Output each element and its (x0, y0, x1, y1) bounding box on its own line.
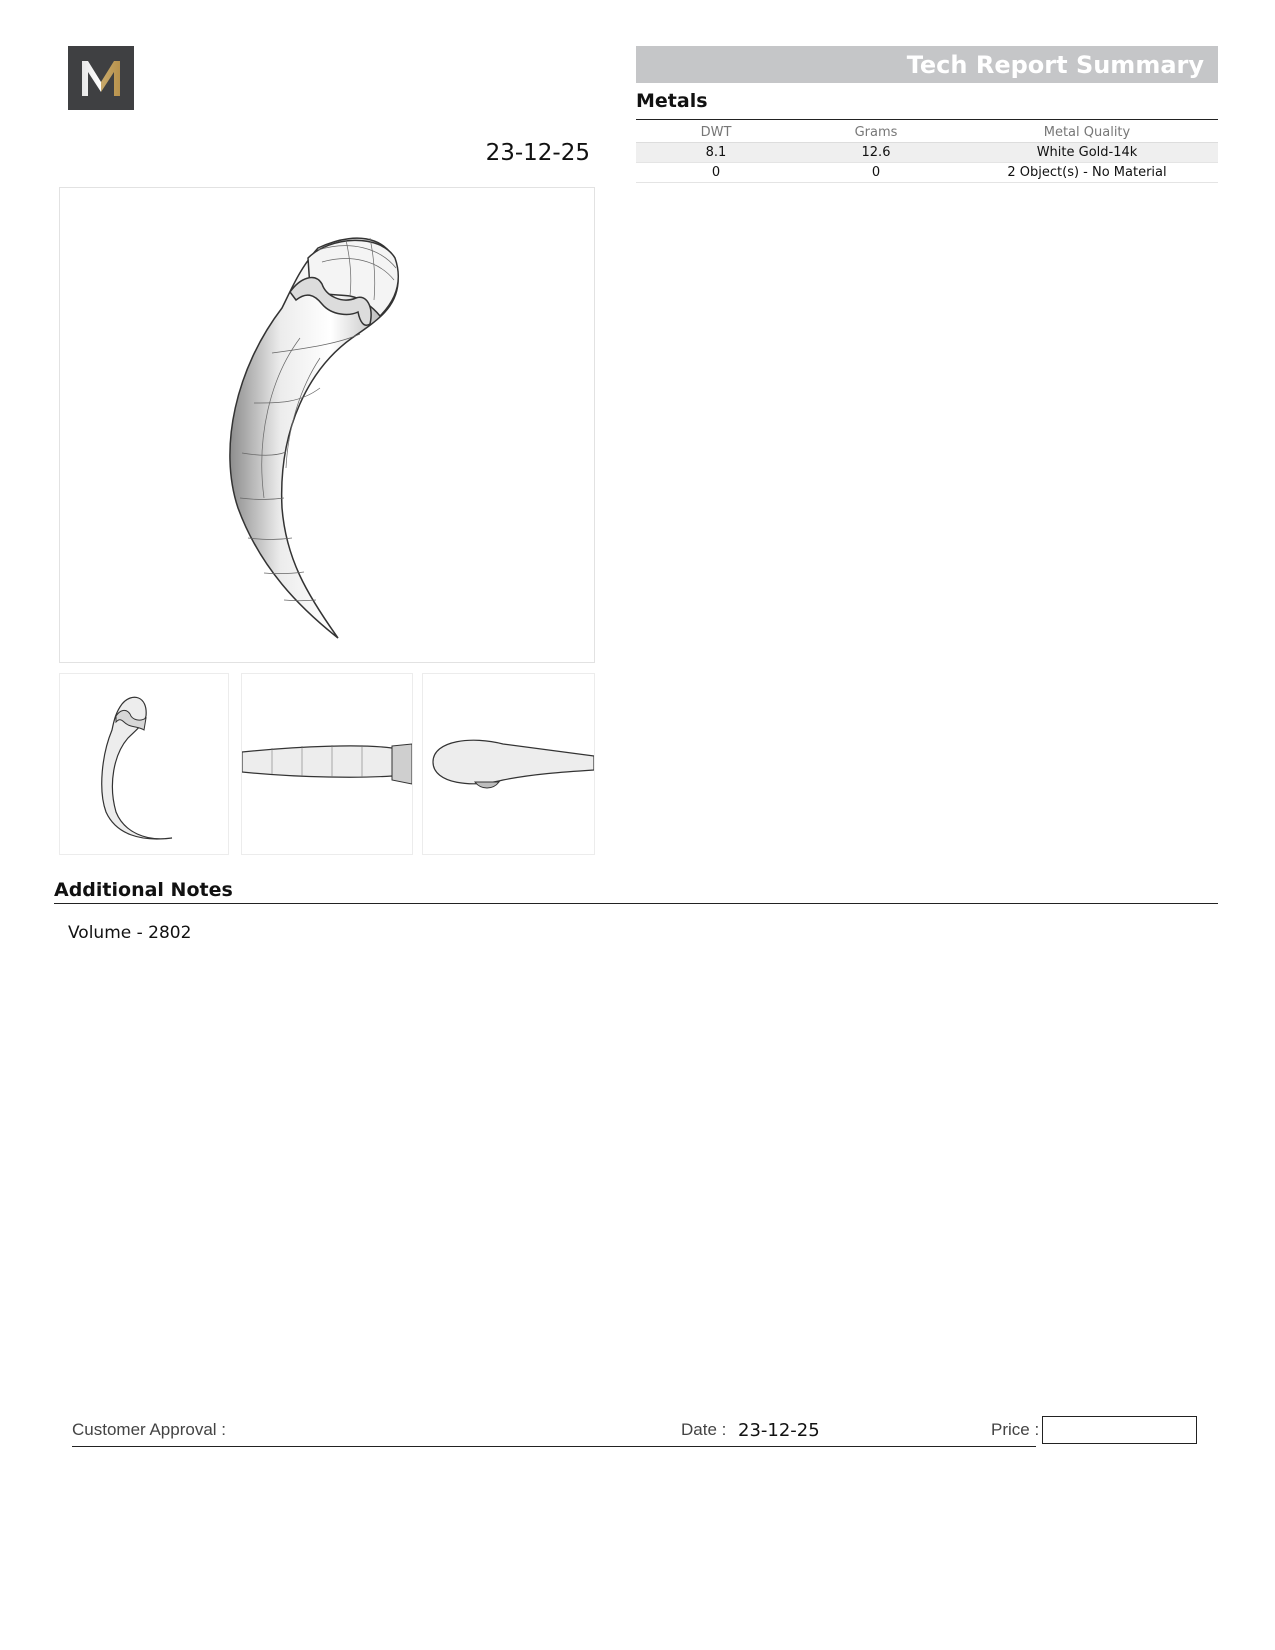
cell-dwt: 8.1 (636, 143, 796, 163)
claw-top-thumbnail-image (423, 674, 594, 854)
column-header-dwt: DWT (636, 122, 796, 143)
main-render-view (59, 187, 595, 663)
cell-metal-quality: White Gold-14k (956, 143, 1218, 163)
notes-text: Volume - 2802 (68, 923, 192, 943)
column-header-metal-quality: Metal Quality (956, 122, 1218, 143)
metals-divider (636, 119, 1218, 120)
approval-date-label: Date : (681, 1420, 727, 1439)
report-title: Tech Report Summary (906, 50, 1204, 79)
cell-metal-quality: 2 Object(s) - No Material (956, 163, 1218, 183)
report-title-bar (636, 46, 1218, 83)
thumbnail-view-side (241, 673, 413, 855)
metals-section-title: Metals (636, 90, 708, 112)
metals-header-row (636, 122, 1218, 143)
cell-grams: 0 (796, 163, 956, 183)
cell-grams: 12.6 (796, 143, 956, 163)
notes-divider (54, 903, 1218, 904)
column-header-grams: Grams (796, 122, 956, 143)
approval-date-value: 23-12-25 (738, 1420, 820, 1441)
report-date: 23-12-25 (485, 140, 590, 166)
thumbnail-view-front (59, 673, 229, 855)
claw-thumbnail-image (60, 674, 228, 854)
price-field[interactable] (1042, 1416, 1197, 1444)
claw-render-image (60, 188, 594, 662)
signature-line (72, 1446, 1036, 1447)
additional-notes-title: Additional Notes (54, 879, 233, 901)
table-row (636, 163, 1218, 183)
price-label: Price : (991, 1420, 1040, 1439)
m-logo-icon (76, 56, 126, 100)
thumbnail-view-top (422, 673, 595, 855)
cell-dwt: 0 (636, 163, 796, 183)
company-logo (68, 46, 134, 110)
customer-approval-label: Customer Approval : (72, 1420, 227, 1439)
metals-table (636, 122, 1218, 183)
claw-side-thumbnail-image (242, 674, 412, 854)
table-row (636, 143, 1218, 163)
